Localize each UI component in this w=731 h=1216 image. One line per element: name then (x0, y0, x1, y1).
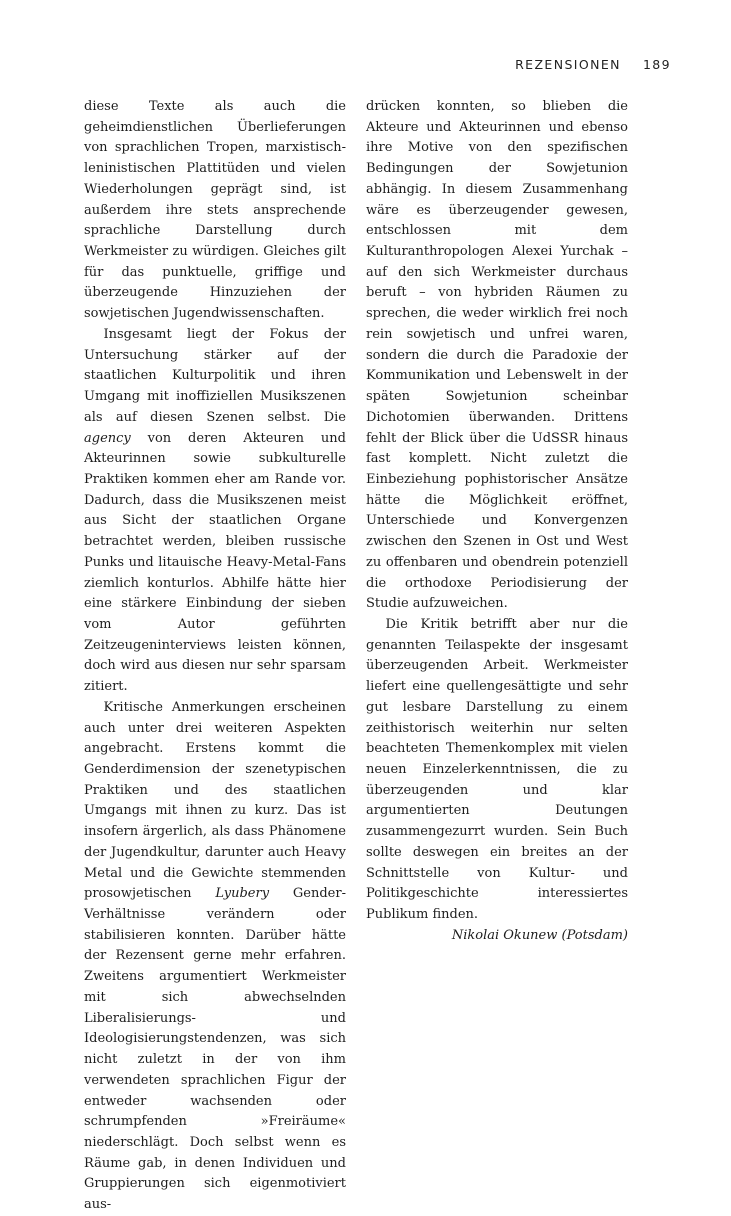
text-run: Gender-Verhältnisse verändern oder stabilisieren konnten. Darüber hätte der Rezensent gerne mehr erfahren. Zweitens argumentiert Werkmeister mit sich abwechselnden Liberalisierungs- und Ideologisierungstendenzen, was sich nicht zuletzt in der von ihm verwendeten sprachlichen Figur der entweder wachsenden oder schrumpfenden »Freiräume« niederschlägt. Doch selbst wenn es Räume gab, in denen Individuen und Gruppierungen sich eigenmotiviert aus- (84, 886, 346, 1213)
left-column (84, 97, 346, 1216)
text-run: von deren Akteuren und Akteurinnen sowie subkulturelle Praktiken kommen eher am Rande vor. Dadurch, dass die Musikszenen meist aus Sicht der staatlichen Organe betrachtet werden, bleiben russische Punks und litauische Heavy-Metal-Fans ziemlich konturlos. Abhilfe hätte hier eine stärkere Einbindung der sieben vom Autor geführten Zeitzeugeninterviews leisten können, doch wird aus diesen nur sehr sparsam zitiert. (84, 430, 346, 695)
text-run: Insgesamt liegt der Fokus der Untersuchung stärker auf der staatlichen Kulturpolitik und ihren Umgang mit inoffiziellen Musikszenen als auf diesen Szenen selbst. Die (84, 326, 346, 425)
right-column (366, 97, 628, 946)
emphasis: Lyubery (215, 886, 270, 902)
paragraph (84, 698, 346, 1216)
page-number: 189 (642, 57, 671, 72)
running-head (515, 57, 671, 72)
paragraph: Die Kritik betrifft aber nur die genannten Teilaspekte der insgesamt überzeugenden Arbeit. Werkmeister liefert eine quellengesättigte und sehr gut lesbare Darstellung zu einem zeithistorisch weiterhin nur selten beachteten Themenkomplex mit vielen neuen Einzelerkenntnissen, die zu überzeugenden und klar argumentierten Deutungen zusammengezurrt wurden. Sein Buch sollte deswegen ein breites an der Schnittstelle von Kultur- und Politikgeschichte interessiertes Publikum finden. (366, 616, 628, 923)
paragraph: drücken konnten, so blieben die Akteure und Akteurinnen und ebenso ihre Motive von den spezifischen Bedingungen der Sowjetunion abhängig. In diesem Zusammenhang wäre es überzeugender gewesen, entschlossen mit dem Kulturanthropologen Alexei Yurchak – auf den sich Werkmeister durchaus beruft – von hybriden Räumen zu sprechen, die weder wirklich frei noch rein sowjetisch und unfrei waren, sondern die durch die Paradoxie der Kommunikation und Lebenswelt in der späten Sowjetunion scheinbar Dichotomien überwanden. Drittens fehlt der Blick über die UdSSR hinaus fast komplett. Nicht zuletzt die Einbeziehung pophistorischer Ansätze hätte die Möglichkeit eröffnet, Unterschiede und Konvergenzen zwischen den Szenen in Ost und West zu offenbaren und obendrein potenziell die orthodoxe Periodisierung der Studie aufzuweichen. (366, 99, 628, 612)
paragraph (84, 325, 346, 698)
text-run: Kritische Anmerkungen erscheinen auch unter drei weiteren Aspekten angebracht. Erstens kommt die Genderdimension der szenetypischen Praktiken und des staatlichen Umgangs mit ihnen zu kurz. Das ist insofern ärgerlich, als dass Phänomene der Jugendkultur, darunter auch Heavy Metal und die Gewichte stemmenden prosowjetischen (84, 699, 346, 902)
section-title: REZENSIONEN (515, 57, 621, 72)
emphasis: agency (84, 430, 131, 446)
paragraph: diese Texte als auch die geheimdienstlichen Überlieferungen von sprachlichen Tropen, marxistisch-leninistischen Plattitüden und vielen Wiederholungen geprägt sind, ist außerdem ihre stets ansprechende sprachliche Darstellung durch Werkmeister zu würdigen. Gleiches gilt für das punktuelle, griffige und überzeugende Hinzuziehen der sowjetischen Jugendwissenschaften. (84, 99, 346, 322)
review-author-signature: Nikolai Okunew (Potsdam) (451, 927, 628, 943)
